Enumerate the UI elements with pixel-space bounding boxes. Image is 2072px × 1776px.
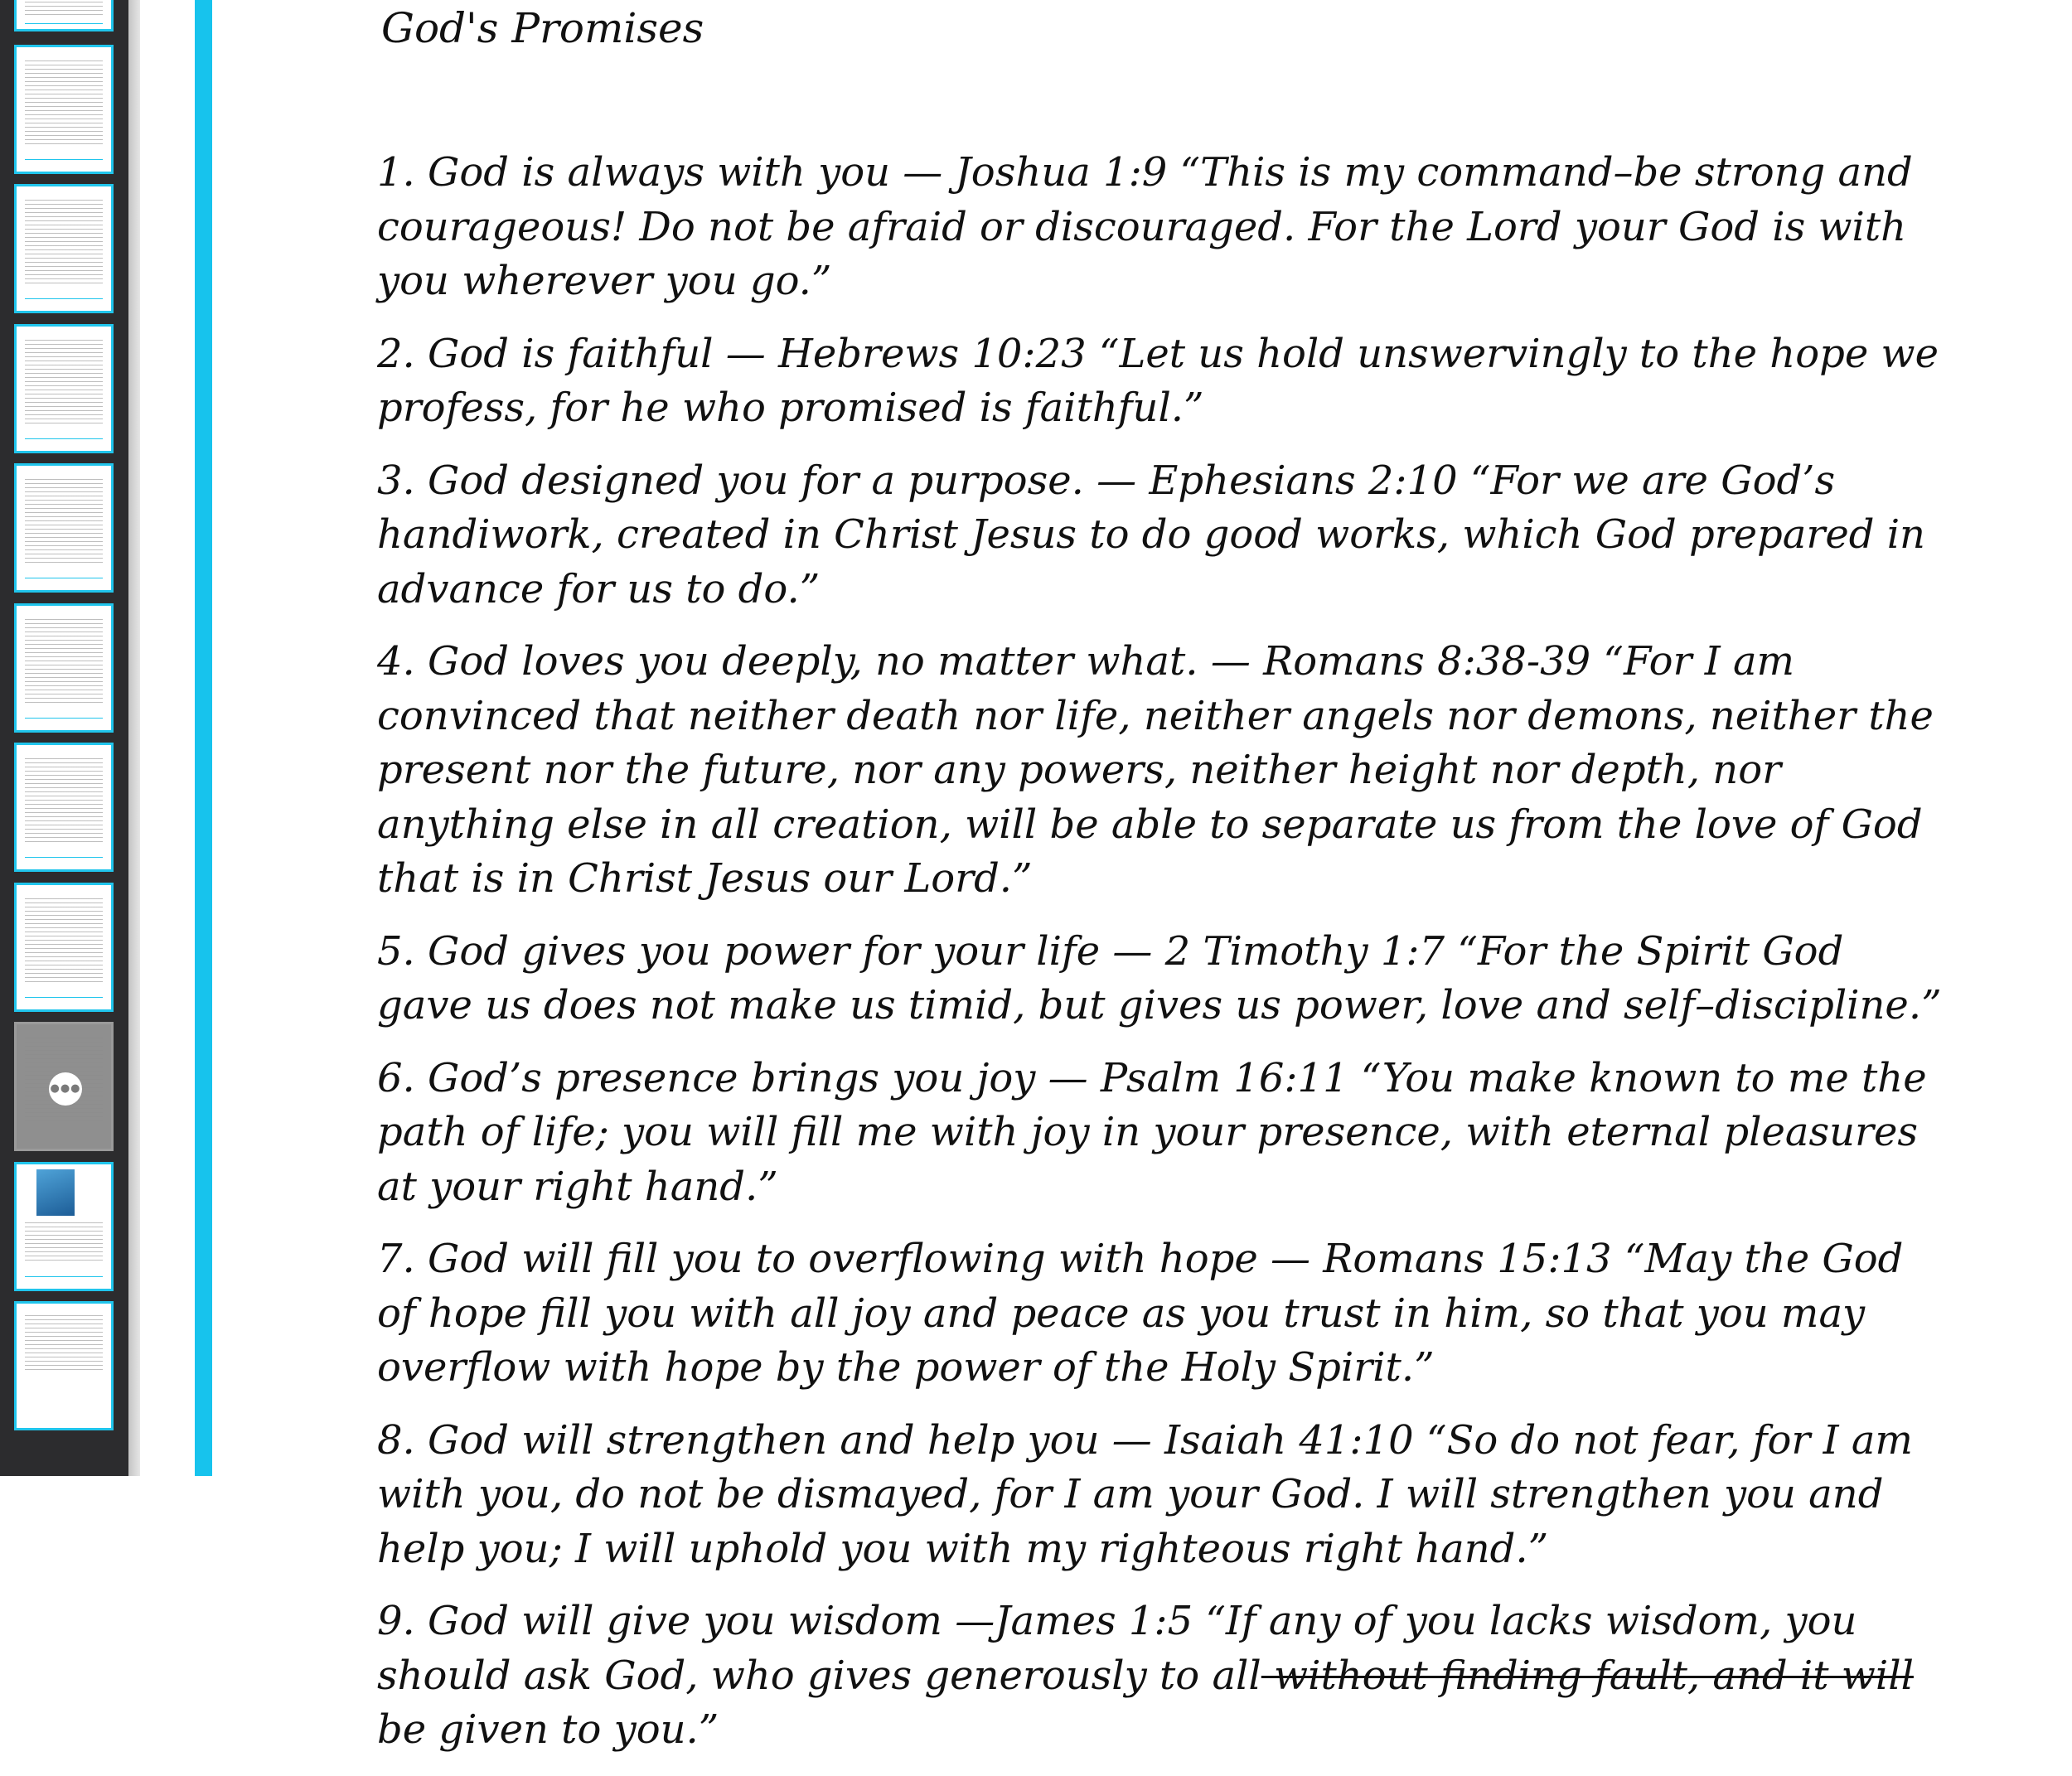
list-item	[377, 1595, 1944, 1758]
page-thumbnail[interactable]	[14, 463, 114, 593]
list-item: 4. God loves you deeply, no matter what. — Romans 8:38-39 “For I am convinced that neither death nor life, neither angels nor demons, neither the present nor the future, nor any powers, neither height nor depth, nor anything else in all creation, will be able to separate us from the love of God that is in Christ Jesus our Lord.”	[377, 638, 1934, 902]
accent-bar	[195, 0, 212, 1476]
more-options-icon[interactable]: ●●●	[49, 1072, 82, 1106]
struck-text: without finding fault, and it will	[1261, 1652, 1914, 1699]
promise-text-end: be given to you.”	[377, 1706, 719, 1753]
list-item: 3. God designed you for a purpose. — Ephesians 2:10 “For we are God’s handiwork, created in Christ Jesus to do good works, which God prepared in advance for us to do.”	[377, 457, 1925, 612]
page-thumbnail[interactable]	[14, 0, 114, 31]
page-thumbnail[interactable]	[14, 883, 114, 1012]
page-title: God's Promises	[381, 4, 704, 52]
list-item: 8. God will strengthen and help you — Isaiah 41:10 “So do not fear, for I am with you, do not be dismayed, for I am your God. I will strengthen you and help you; I will uphold you with my righteous right hand.”	[377, 1416, 1913, 1572]
list-item: 7. God will fill you to overflowing with hope — Romans 15:13 “May the God of hope fill you with all joy and peace as you trust in him, so that you may overflow with hope by the power of the Holy Spirit.”	[377, 1236, 1904, 1391]
promise-text: 9. God will give you wisdom —James 1:5 “If any of you lacks wisdom, you should ask God, who gives generously to all	[377, 1598, 1857, 1699]
cover-image-thumbnail	[36, 1169, 75, 1216]
page-thumbnail[interactable]	[14, 1162, 114, 1291]
sidebar-divider	[128, 0, 140, 1476]
page-thumbnail[interactable]	[14, 1301, 114, 1430]
page-thumbnail[interactable]	[14, 45, 114, 174]
list-item: 1. God is always with you — Joshua 1:9 “This is my command–be strong and courageous! Do not be afraid or discouraged. For the Lord your God is with you wherever you go.”	[377, 149, 1913, 304]
page-thumbnail[interactable]	[14, 184, 114, 313]
page-thumbnail[interactable]	[14, 324, 114, 453]
promises-list	[377, 146, 1944, 1776]
page-thumbnail[interactable]	[14, 743, 114, 872]
page-thumbnail-selected[interactable]	[14, 1022, 114, 1151]
list-item: 5. God gives you power for your life — 2 Timothy 1:7 “For the Spirit God gave us does not make us timid, but gives us power, love and self–discipline.”	[377, 927, 1942, 1028]
page-thumbnail-sidebar	[0, 0, 128, 1476]
page-thumbnail[interactable]	[14, 603, 114, 733]
list-item: 6. God’s presence brings you joy — Psalm 16:11 “You make known to me the path of life; you will fill me with joy in your presence, with eternal pleasures at your right hand.”	[377, 1054, 1927, 1210]
list-item: 2. God is faithful — Hebrews 10:23 “Let us hold unswervingly to the hope we profess, for he who promised is faithful.”	[377, 330, 1939, 431]
